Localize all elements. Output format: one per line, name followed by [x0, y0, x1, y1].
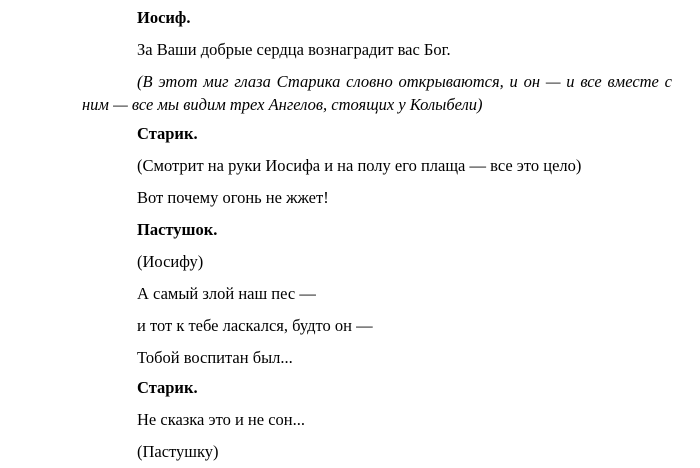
dialogue-line: Не сказка это и не сон... — [137, 410, 305, 429]
speaker-name: Старик. — [137, 378, 198, 397]
stage-direction: (В этот миг глаза Старика словно открываются, и он — и все вместе с ним — все мы видим трех Ангелов, стоящих у Колыбели) — [82, 72, 672, 114]
dialogue-line: (Смотрит на руки Иосифа и на полу его плаща — все это цело) — [137, 156, 582, 175]
dialogue-line: За Ваши добрые сердца вознаградит вас Бог. — [137, 40, 451, 59]
speaker-name: Пастушок. — [137, 220, 218, 239]
dialogue-line: и тот к тебе ласкался, будто он — — [137, 316, 373, 335]
dialogue-line: А самый злой наш пес — — [137, 284, 316, 303]
dialogue-line: Тобой воспитан был... — [137, 348, 293, 367]
dialogue-line: (Иосифу) — [137, 252, 204, 271]
speaker-name: Иосиф. — [137, 8, 191, 27]
dialogue-line: (Пастушку) — [137, 442, 219, 461]
speaker-name: Старик. — [137, 124, 198, 143]
dialogue-line: Вот почему огонь не жжет! — [137, 188, 329, 207]
